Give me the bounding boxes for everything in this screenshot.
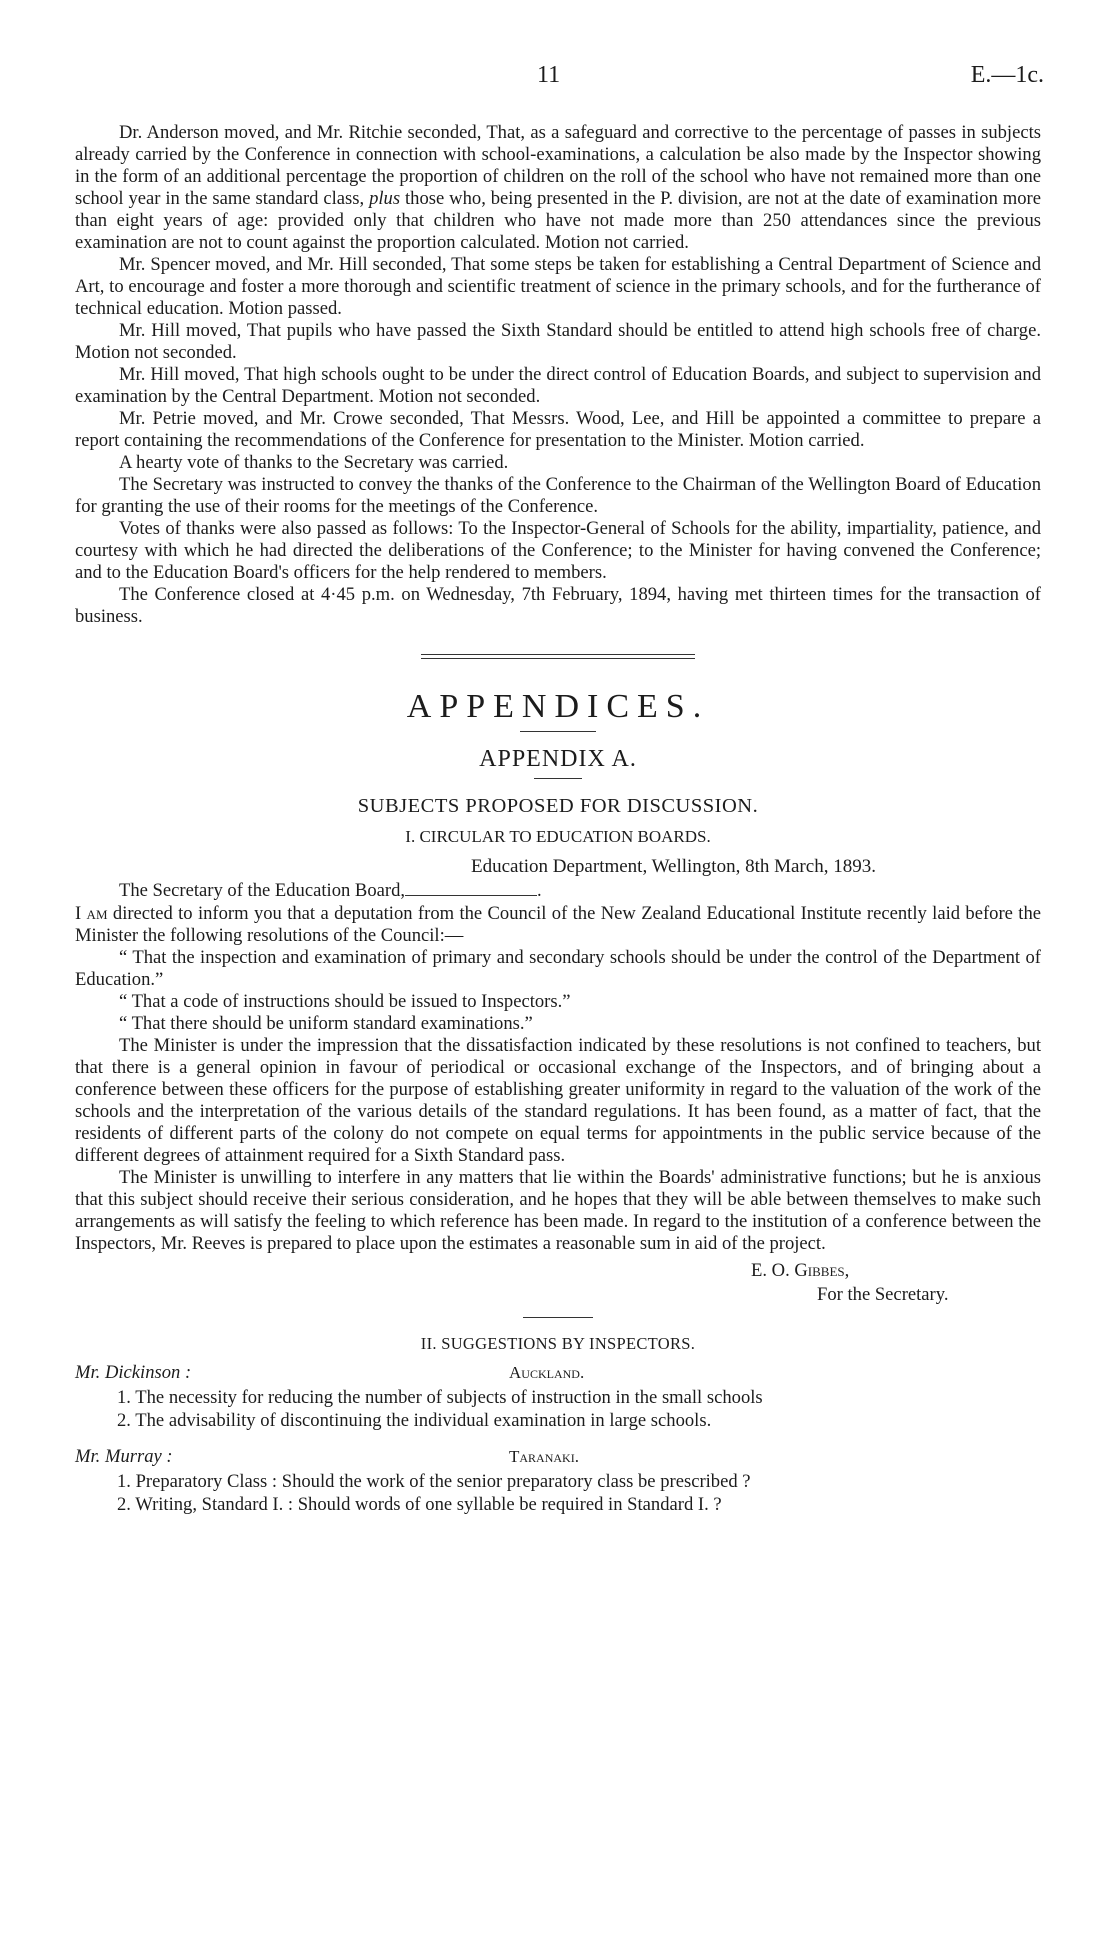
suggestion-item: 2. Writing, Standard I. : Should words of one syllable be required in Standard I. ? — [117, 1494, 722, 1515]
italic-word: plus — [369, 188, 401, 209]
minute-paragraph: Mr. Petrie moved, and Mr. Crowe seconded, That Messrs. Wood, Lee, and Hill be appointed a committee to prepare a report containing the recommendations of the Conference for presentation to the Minister. Motion carried. — [75, 408, 1041, 451]
resolution-quote: “ That the inspection and examination of primary and secondary schools should be under the control of the Department of Education.” — [75, 947, 1041, 990]
minute-paragraph: The Secretary was instructed to convey the thanks of the Conference to the Chairman of the Wellington Board of Education for granting the use of their rooms for the meetings of the Conference. — [75, 474, 1041, 517]
suggestion-item: 2. The advisability of discontinuing the individual examination in large schools. — [117, 1410, 712, 1431]
minute-paragraph: The Conference closed at 4·45 p.m. on Wednesday, 7th February, 1894, having met thirteen times for the transaction of business. — [75, 584, 1041, 627]
circular-paragraph: The Minister is under the impression that the dissatisfaction indicated by these resolutions is not confined to teachers, but that there is a general opinion in favour of periodical or occasional exchange of the Inspectors, and of bringing about a conference between these officers for the purpose of establishing greater uniformity in regard to the valuation of the work of the schools and the interpretation of the various details of the standard regulations. It has been found, as a matter of fact, that the residents of different parts of the colony do not compete on equal terms for appointments in the public service because of the different degrees of attainment required for a Sixth Standard pass. — [75, 1035, 1041, 1166]
minute-paragraph: Mr. Spencer moved, and Mr. Hill seconded, That some steps be taken for establishing a Central Department of Science and Art, to encourage and foster a more thorough and scientific treatment of science in the primary schools, and for the furtherance of technical education. Motion passed. — [75, 254, 1041, 319]
minute-paragraph: Dr. Anderson moved, and Mr. Ritchie seconded, That, as a safeguard and corrective to the percentage of passes in subjects already carried by the Conference in connection with school-examinations, a calculation be also made by the Inspector showing in the form of an additional percentage the proportion of children on the roll of the school who have not remained more than one school year in the same standard class, plus those who, being presented in the P. division, are not at the date of examination more than eight years of age: provided only that children who have not made more than 250 attendances since the previous examination are not to count against the proportion calculated. Motion not carried. — [75, 122, 1041, 253]
region-row — [75, 1362, 1041, 1386]
minute-paragraph: A hearty vote of thanks to the Secretary was carried. — [119, 452, 509, 473]
blank-line — [405, 881, 537, 896]
section-divider — [421, 654, 695, 659]
signature-role: For the Secretary. — [817, 1284, 949, 1305]
circular-heading: I. CIRCULAR TO EDUCATION BOARDS. — [405, 827, 711, 846]
section-rule — [523, 1317, 593, 1318]
circular-salutation: The Secretary of the Education Board, . — [119, 880, 542, 901]
resolution-quote: “ That a code of instructions should be issued to Inspectors.” — [119, 991, 571, 1012]
title-rule — [520, 731, 596, 732]
minute-paragraph: Votes of thanks were also passed as follows: To the Inspector-General of Schools for the ability, impartiality, patience, and courtesy with which he had directed the deliberations of the Conference; to the Minister for having convened the Conference; and to the Education Board's officers for the help rendered to members. — [75, 518, 1041, 583]
appendices-title: APPENDICES. — [406, 688, 710, 725]
title-rule — [534, 778, 582, 779]
inspector-name: Mr. Dickinson : — [75, 1362, 192, 1383]
signature-name: E. O. Gibbes, — [751, 1260, 850, 1281]
suggestion-item: 1. Preparatory Class : Should the work of the senior preparatory class be prescribed ? — [117, 1471, 751, 1492]
page-number: 11 — [537, 62, 561, 88]
circular-paragraph: I am directed to inform you that a deputation from the Council of the New Zealand Educational Institute recently laid before the Minister the following resolutions of the Council:— — [75, 903, 1041, 946]
appendix-a-title: APPENDIX A. — [479, 746, 637, 772]
circular-paragraph: The Minister is unwilling to interfere in any matters that lie within the Boards' administrative functions; but he is anxious that this subject should receive their serious consideration, and he hopes that they will be able between themselves to make such arrangements as will satisfy the feeling to which reference has been made. In regard to the institution of a conference between the Inspectors, Mr. Reeves is prepared to place upon the estimates a reasonable sum in aid of the project. — [75, 1167, 1041, 1254]
signature-block — [751, 1259, 1041, 1307]
document-reference: E.—1c. — [970, 62, 1044, 88]
region-row — [75, 1446, 1041, 1470]
region-name: Taranaki. — [509, 1447, 579, 1466]
page-body — [75, 122, 1041, 1516]
appendix-subtitle: SUBJECTS PROPOSED FOR DISCUSSION. — [357, 795, 759, 817]
inspector-name: Mr. Murray : — [75, 1446, 173, 1467]
resolution-quote: “ That there should be uniform standard examinations.” — [119, 1013, 533, 1034]
page-header — [0, 62, 1114, 92]
suggestion-item: 1. The necessity for reducing the number of subjects of instruction in the small schools — [117, 1387, 763, 1408]
minute-paragraph: Mr. Hill moved, That high schools ought to be under the direct control of Education Boards, and subject to supervision and examination by the Central Department. Motion not seconded. — [75, 364, 1041, 407]
circular-dateline: Education Department, Wellington, 8th March, 1893. — [471, 856, 876, 877]
region-name: Auckland. — [509, 1363, 585, 1382]
minute-paragraph: Mr. Hill moved, That pupils who have passed the Sixth Standard should be entitled to attend high schools free of charge. Motion not seconded. — [75, 320, 1041, 363]
suggestions-heading: II. SUGGESTIONS BY INSPECTORS. — [420, 1334, 696, 1353]
